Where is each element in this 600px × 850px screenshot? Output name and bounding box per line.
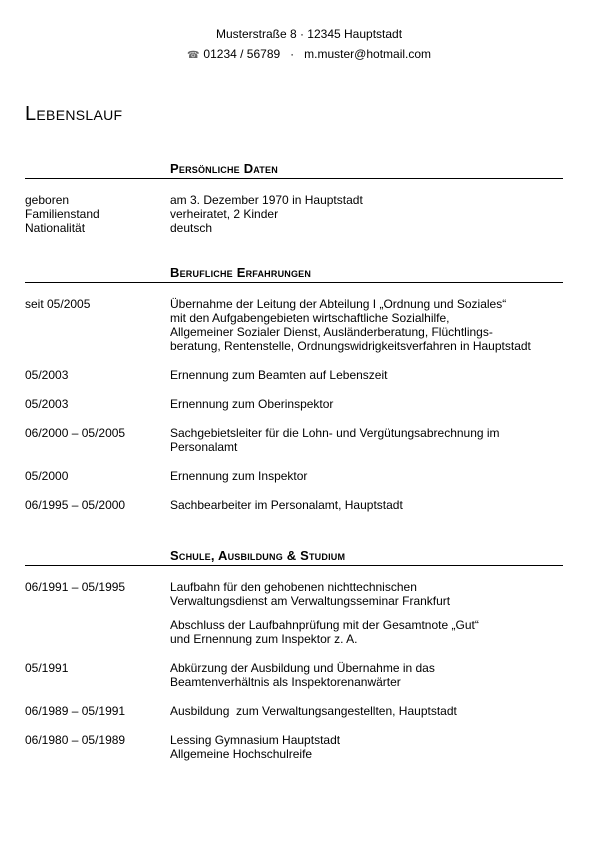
phone-number: 01234 / 56789 [203, 47, 281, 61]
row-value: Abkürzung der Ausbildung und Übernahme in das Beamtenverhältnis als Inspektorenanwärter [170, 661, 435, 689]
phone-icon: ☎ [186, 50, 200, 61]
row-label: 06/1989 – 05/1991 [25, 704, 126, 718]
row-value: am 3. Dezember 1970 in Hauptstadt [170, 193, 363, 207]
row-value: Ernennung zum Beamten auf Lebenszeit [170, 368, 388, 382]
row-value: Sachbearbeiter im Personalamt, Hauptstadt [170, 498, 403, 512]
row-value: Abschluss der Laufbahnprüfung mit der Gesamtnote „Gut“ und Ernennung zum Inspektor z. A. [170, 618, 479, 646]
personal-row [25, 221, 563, 235]
education-row [25, 733, 563, 761]
separator: · [290, 47, 295, 61]
section-heading-career [25, 262, 563, 283]
row-value: Lessing Gymnasium Hauptstadt Allgemeine Hochschulreife [170, 733, 341, 761]
row-label: 05/2003 [25, 397, 69, 411]
address: Musterstraße 8 · 12345 Hauptstadt [215, 27, 403, 41]
education-rows [25, 580, 563, 761]
section-personal [25, 158, 563, 235]
row-value: Ausbildung zum Verwaltungsangestellten, Hauptstadt [170, 704, 457, 718]
email-address: m.muster@hotmail.com [304, 47, 432, 61]
page-title: Lebenslauf [25, 103, 123, 125]
row-label: Familienstand [25, 207, 100, 221]
section-education [25, 545, 563, 761]
row-value: deutsch [170, 221, 213, 235]
career-row [25, 469, 563, 483]
section-heading-text: Schule, Ausbildung & Studium [170, 548, 346, 563]
section-heading-education [25, 545, 563, 566]
row-value: Ernennung zum Inspektor [170, 469, 308, 483]
personal-rows [25, 193, 563, 235]
section-career [25, 262, 563, 512]
row-label: Nationalität [25, 221, 86, 235]
row-label: seit 05/2005 [25, 297, 91, 311]
row-label: 06/1991 – 05/1995 [25, 580, 126, 594]
row-label: 06/1995 – 05/2000 [25, 498, 126, 512]
section-heading-personal [25, 158, 563, 179]
row-label: 06/2000 – 05/2005 [25, 426, 126, 440]
education-row [25, 580, 563, 608]
row-value: Sachgebietsleiter für die Lohn- und Vergütungsabrechnung im Personalamt [170, 426, 500, 454]
education-row [25, 704, 563, 718]
contact-header [0, 24, 600, 66]
row-label: 05/2003 [25, 368, 69, 382]
row-value: Ernennung zum Oberinspektor [170, 397, 334, 411]
contact-line [0, 44, 600, 66]
section-heading-text: Berufliche Erfahrungen [170, 265, 312, 280]
education-row [25, 618, 563, 646]
personal-row [25, 193, 563, 207]
career-row [25, 297, 563, 353]
row-label: geboren [25, 193, 70, 207]
career-row [25, 397, 563, 411]
row-label: 06/1980 – 05/1989 [25, 733, 126, 747]
education-row [25, 661, 563, 689]
row-value: Übernahme der Leitung der Abteilung I „Ordnung und Soziales“ mit den Aufgabengebieten wirtschaftliche Sozialhilfe, Allgemeiner Sozialer Dienst, Ausländerberatung, Flüchtlings- beratung, Rentenstelle, Ordnungswidrigkeitsverfahren in Hauptstadt [170, 297, 531, 353]
row-value: Laufbahn für den gehobenen nichttechnischen Verwaltungsdienst am Verwaltungsseminar Frankfurt [170, 580, 451, 608]
career-row [25, 368, 563, 382]
career-rows [25, 297, 563, 512]
personal-row [25, 207, 563, 221]
row-label [25, 618, 170, 646]
row-value: verheiratet, 2 Kinder [170, 207, 279, 221]
row-label: 05/2000 [25, 469, 69, 483]
career-row [25, 426, 563, 454]
section-heading-text: Persönliche Daten [170, 161, 278, 176]
career-row [25, 498, 563, 512]
row-label: 05/1991 [25, 661, 69, 675]
